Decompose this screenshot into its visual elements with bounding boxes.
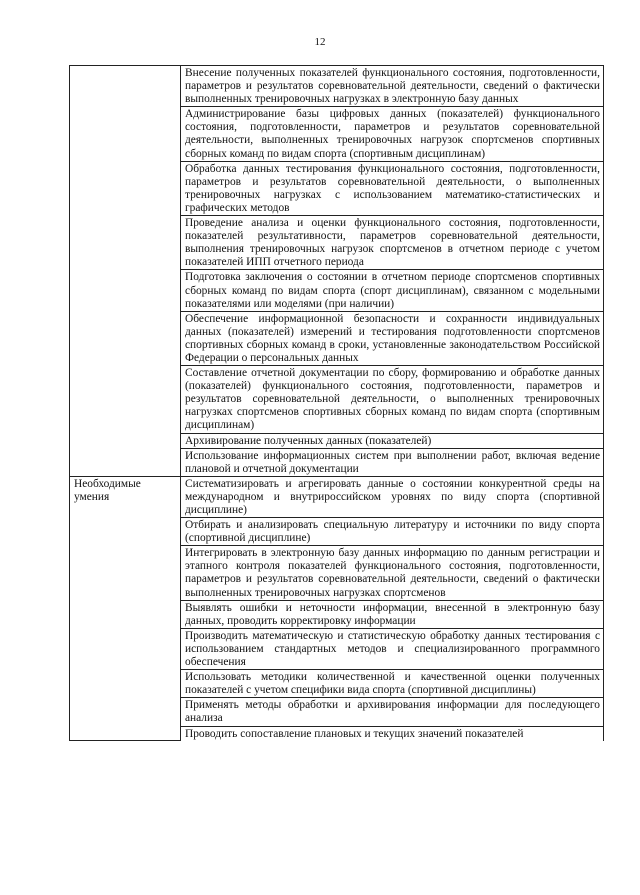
table-cell: Составление отчетной документации по сбору, формированию и обработке данных (показателей) функционального состояния, подготовленности, параметров и результатов соревновательной деятельности, о выполненных тренировочных нагрузках спортсменов спортивных сборных команд по видам спорта (спортивным дисциплинам) [181, 366, 604, 433]
table-cell: Систематизировать и агрегировать данные о состоянии конкурентной среды на международном и внутрироссийском уровнях по виду спорта (спортивной дисциплине) [181, 476, 604, 517]
table-cell: Выявлять ошибки и неточности информации, внесенной в электронную базу данных, проводить корректировку информации [181, 600, 604, 628]
table-row [70, 66, 604, 107]
table-cell: Подготовка заключения о состоянии в отчетном периоде спортсменов спортивных сборных команд по видам спорта (спорт дисциплинам), связанном с модельными показателями или моделями (при наличии) [181, 270, 604, 311]
table-row [70, 476, 604, 517]
table-cell: Проводить сопоставление плановых и текущих значений показателей [181, 726, 604, 741]
table-cell: Администрирование базы цифровых данных (показателей) функционального состояния, подготовленности, параметров и результатов соревновательной деятельности, выполненных тренировочных нагрузок спортсменов спортивных сборных команд по видам спорта (спортивным дисциплинам) [181, 107, 604, 161]
table-cell: Отбирать и анализировать специальную литературу и источники по виду спорта (спортивной дисциплине) [181, 518, 604, 546]
table-cell: Применять методы обработки и архивирования информации для последующего анализа [181, 698, 604, 726]
table-cell: Обеспечение информационной безопасности и сохранности индивидуальных данных (показателей) измерений и тестирования подготовленности спортсменов спортивных сборных команд в сроки, установленные законодательством Российской Федерации о персональных данных [181, 311, 604, 365]
table-cell: Проведение анализа и оценки функционального состояния, подготовленности, показателей результативности, параметров соревновательной деятельности, выполнения тренировочных нагрузок спортсменов в отчетном периоде с учетом показателей ИПП отчетного периода [181, 216, 604, 270]
row-label [70, 66, 181, 477]
page-number: 12 [314, 36, 326, 48]
table-cell: Обработка данных тестирования функционального состояния, подготовленности, параметров и результатов соревновательной деятельности, о выполненных тренировочных нагрузках с использованием математико-статистических и графических методов [181, 161, 604, 215]
row-label: Необходимые умения [70, 476, 181, 740]
table-cell: Интегрировать в электронную базу данных информацию по данным регистрации и этапного контроля показателей функционального состояния, подготовленности, параметров и результатов соревновательной деятельности, сведений о фактически выполненных тренировочных нагрузках спортсменов [181, 546, 604, 600]
requirements-table [69, 65, 604, 741]
table-cell: Архивирование полученных данных (показателей) [181, 433, 604, 448]
table-cell: Внесение полученных показателей функционального состояния, подготовленности, параметров и результатов соревновательной деятельности, сведений о фактически выполненных тренировочных нагрузках в электронную базу данных [181, 66, 604, 107]
table-cell: Использование информационных систем при выполнении работ, включая ведение плановой и отчетной документации [181, 448, 604, 476]
table-cell: Использовать методики количественной и качественной оценки полученных показателей с учетом специфики вида спорта (спортивной дисциплины) [181, 670, 604, 698]
table-cell: Производить математическую и статистическую обработку данных тестирования с использованием стандартных методов и специализированного программного обеспечения [181, 628, 604, 669]
